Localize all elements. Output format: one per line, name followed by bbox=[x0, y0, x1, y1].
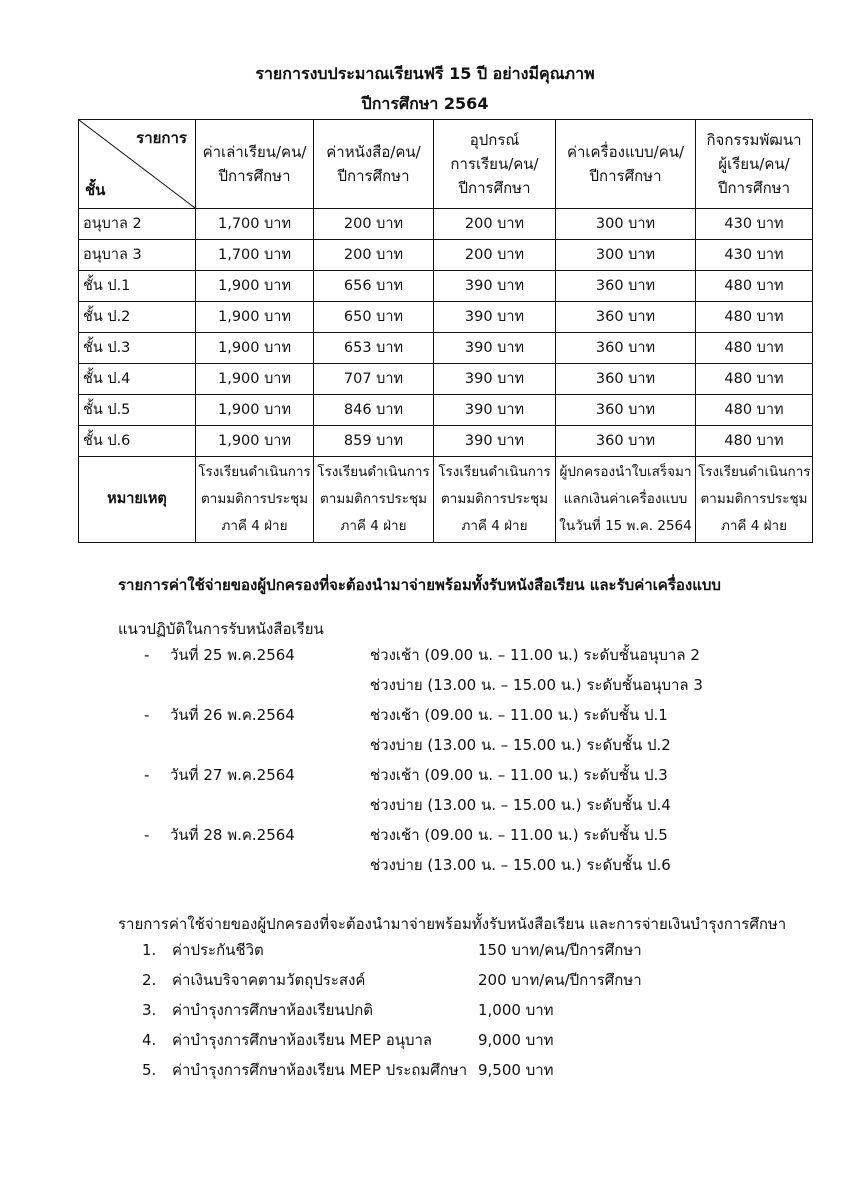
corner-label-level: ชั้น bbox=[85, 181, 106, 199]
column-header-supplies: อุปกรณ์ การเรียน/คน/ ปีการศึกษา bbox=[434, 120, 556, 209]
tuition-cell: 1,700 บาท bbox=[196, 240, 314, 271]
item-number: 4. bbox=[142, 1031, 157, 1049]
activities-cell: 480 บาท bbox=[696, 302, 813, 333]
expense-label: ค่าเงินบริจาคตามวัตถุประสงค์ bbox=[172, 971, 366, 989]
expense-amount: 9,500 บาท bbox=[478, 1061, 554, 1079]
books-cell: 653 บาท bbox=[314, 333, 434, 364]
row-level-label: ชั้น ป.1 bbox=[79, 271, 196, 302]
uniform-cell: 360 บาท bbox=[556, 271, 696, 302]
schedule-date: วันที่ 28 พ.ค.2564 bbox=[170, 826, 295, 844]
expense-amount: 9,000 บาท bbox=[478, 1031, 554, 1049]
tuition-cell: 1,900 บาท bbox=[196, 302, 314, 333]
schedule-time-slot: ช่วงบ่าย (13.00 น. – 15.00 น.) ระดับชั้นอนุบาล 3 bbox=[370, 676, 703, 694]
schedule-time-slot: ช่วงเช้า (09.00 น. – 11.00 น.) ระดับชั้น ป.1 bbox=[370, 706, 668, 724]
table-row bbox=[79, 209, 813, 240]
academic-year-title: ปีการศึกษา 2564 bbox=[361, 94, 489, 113]
corner-header-cell bbox=[79, 120, 196, 209]
expense-label: ค่าบำรุงการศึกษาห้องเรียนปกติ bbox=[172, 1001, 374, 1019]
schedule-date: วันที่ 26 พ.ค.2564 bbox=[170, 706, 295, 724]
uniform-cell: 360 บาท bbox=[556, 364, 696, 395]
expense-amount: 150 บาท/คน/ปีการศึกษา bbox=[478, 941, 642, 959]
schedule-time-slot: ช่วงเช้า (09.00 น. – 11.00 น.) ระดับชั้นอนุบาล 2 bbox=[370, 646, 700, 664]
schedule-date: วันที่ 25 พ.ค.2564 bbox=[170, 646, 295, 664]
schedule-time-slot: ช่วงบ่าย (13.00 น. – 15.00 น.) ระดับชั้น ป.6 bbox=[370, 856, 671, 874]
table-row bbox=[79, 426, 813, 457]
table-row bbox=[79, 302, 813, 333]
expense-amount: 1,000 บาท bbox=[478, 1001, 554, 1019]
books-cell: 656 บาท bbox=[314, 271, 434, 302]
item-number: 1. bbox=[142, 941, 157, 959]
item-number: 5. bbox=[142, 1061, 157, 1079]
table-row bbox=[79, 240, 813, 271]
activities-cell: 480 บาท bbox=[696, 364, 813, 395]
note-cell-books: โรงเรียนดำเนินการ ตามมติการประชุม ภาคี 4 ฝ่าย bbox=[314, 457, 434, 543]
row-level-label: ชั้น ป.6 bbox=[79, 426, 196, 457]
expense-label: ค่าบำรุงการศึกษาห้องเรียน MEP อนุบาล bbox=[172, 1031, 433, 1049]
note-cell-supplies: โรงเรียนดำเนินการ ตามมติการประชุม ภาคี 4 ฝ่าย bbox=[434, 457, 556, 543]
table-row bbox=[79, 395, 813, 426]
tuition-cell: 1,900 บาท bbox=[196, 333, 314, 364]
books-cell: 859 บาท bbox=[314, 426, 434, 457]
row-level-label: ชั้น ป.2 bbox=[79, 302, 196, 333]
bullet-dash: - bbox=[144, 766, 150, 784]
document-title: รายการงบประมาณเรียนฟรี 15 ปี อย่างมีคุณภาพ bbox=[255, 64, 595, 83]
row-level-label: ชั้น ป.3 bbox=[79, 333, 196, 364]
supplies-cell: 390 บาท bbox=[434, 364, 556, 395]
supplies-cell: 390 บาท bbox=[434, 271, 556, 302]
supplies-cell: 390 บาท bbox=[434, 426, 556, 457]
uniform-cell: 300 บาท bbox=[556, 209, 696, 240]
table-row bbox=[79, 364, 813, 395]
corner-label-item: รายการ bbox=[136, 129, 187, 147]
notes-label: หมายเหตุ bbox=[79, 457, 196, 543]
schedule-time-slot: ช่วงบ่าย (13.00 น. – 15.00 น.) ระดับชั้น ป.4 bbox=[370, 796, 671, 814]
column-header-uniform: ค่าเครื่องแบบ/คน/ ปีการศึกษา bbox=[556, 120, 696, 209]
supplies-cell: 390 บาท bbox=[434, 302, 556, 333]
row-level-label: อนุบาล 3 bbox=[79, 240, 196, 271]
schedule-time-slot: ช่วงบ่าย (13.00 น. – 15.00 น.) ระดับชั้น ป.2 bbox=[370, 736, 671, 754]
expense-label: ค่าประกันชีวิต bbox=[172, 941, 264, 959]
activities-cell: 480 บาท bbox=[696, 333, 813, 364]
uniform-cell: 360 บาท bbox=[556, 426, 696, 457]
tuition-cell: 1,900 บาท bbox=[196, 395, 314, 426]
expense-list-heading: รายการค่าใช้จ่ายของผู้ปกครองที่จะต้องนำมาจ่ายพร้อมทั้งรับหนังสือเรียน และการจ่ายเงินบำรุงการศึกษา bbox=[118, 915, 787, 933]
supplies-cell: 390 บาท bbox=[434, 395, 556, 426]
column-header-books: ค่าหนังสือ/คน/ ปีการศึกษา bbox=[314, 120, 434, 209]
supplies-cell: 390 บาท bbox=[434, 333, 556, 364]
supplies-cell: 200 บาท bbox=[434, 240, 556, 271]
book-pickup-guideline-heading: แนวปฏิบัติในการรับหนังสือเรียน bbox=[118, 620, 324, 638]
table-row bbox=[79, 333, 813, 364]
row-level-label: ชั้น ป.5 bbox=[79, 395, 196, 426]
supplies-cell: 200 บาท bbox=[434, 209, 556, 240]
uniform-cell: 360 บาท bbox=[556, 302, 696, 333]
row-level-label: อนุบาล 2 bbox=[79, 209, 196, 240]
books-cell: 200 บาท bbox=[314, 240, 434, 271]
books-cell: 846 บาท bbox=[314, 395, 434, 426]
tuition-cell: 1,900 บาท bbox=[196, 364, 314, 395]
activities-cell: 480 บาท bbox=[696, 271, 813, 302]
table-header-row bbox=[79, 120, 813, 209]
tuition-cell: 1,900 บาท bbox=[196, 426, 314, 457]
expense-label: ค่าบำรุงการศึกษาห้องเรียน MEP ประถมศึกษา bbox=[172, 1061, 468, 1079]
tuition-cell: 1,700 บาท bbox=[196, 209, 314, 240]
bullet-dash: - bbox=[144, 826, 150, 844]
notes-row bbox=[79, 457, 813, 543]
books-cell: 650 บาท bbox=[314, 302, 434, 333]
row-level-label: ชั้น ป.4 bbox=[79, 364, 196, 395]
uniform-cell: 300 บาท bbox=[556, 240, 696, 271]
bullet-dash: - bbox=[144, 706, 150, 724]
tuition-cell: 1,900 บาท bbox=[196, 271, 314, 302]
item-number: 2. bbox=[142, 971, 157, 989]
budget-table bbox=[78, 119, 813, 543]
column-header-activities: กิจกรรมพัฒนา ผู้เรียน/คน/ ปีการศึกษา bbox=[696, 120, 813, 209]
activities-cell: 430 บาท bbox=[696, 240, 813, 271]
activities-cell: 430 บาท bbox=[696, 209, 813, 240]
uniform-cell: 360 บาท bbox=[556, 333, 696, 364]
bullet-dash: - bbox=[144, 646, 150, 664]
item-number: 3. bbox=[142, 1001, 157, 1019]
schedule-time-slot: ช่วงเช้า (09.00 น. – 11.00 น.) ระดับชั้น ป.5 bbox=[370, 826, 668, 844]
books-cell: 200 บาท bbox=[314, 209, 434, 240]
schedule-date: วันที่ 27 พ.ค.2564 bbox=[170, 766, 295, 784]
books-cell: 707 บาท bbox=[314, 364, 434, 395]
activities-cell: 480 บาท bbox=[696, 395, 813, 426]
note-cell-uniform: ผู้ปกครองนำใบเสร็จมา แลกเงินค่าเครื่องแบบ ในวันที่ 15 พ.ค. 2564 bbox=[556, 457, 696, 543]
schedule-time-slot: ช่วงเช้า (09.00 น. – 11.00 น.) ระดับชั้น ป.3 bbox=[370, 766, 668, 784]
table-row bbox=[79, 271, 813, 302]
expense-amount: 200 บาท/คน/ปีการศึกษา bbox=[478, 971, 642, 989]
uniform-cell: 360 บาท bbox=[556, 395, 696, 426]
parent-expense-section-heading: รายการค่าใช้จ่ายของผู้ปกครองที่จะต้องนำมาจ่ายพร้อมทั้งรับหนังสือเรียน และรับค่าเครื่องแบบ bbox=[118, 576, 721, 594]
note-cell-activities: โรงเรียนดำเนินการ ตามมติการประชุม ภาคี 4 ฝ่าย bbox=[696, 457, 813, 543]
activities-cell: 480 บาท bbox=[696, 426, 813, 457]
column-header-tuition: ค่าเล่าเรียน/คน/ ปีการศึกษา bbox=[196, 120, 314, 209]
note-cell-tuition: โรงเรียนดำเนินการ ตามมติการประชุม ภาคี 4 ฝ่าย bbox=[196, 457, 314, 543]
